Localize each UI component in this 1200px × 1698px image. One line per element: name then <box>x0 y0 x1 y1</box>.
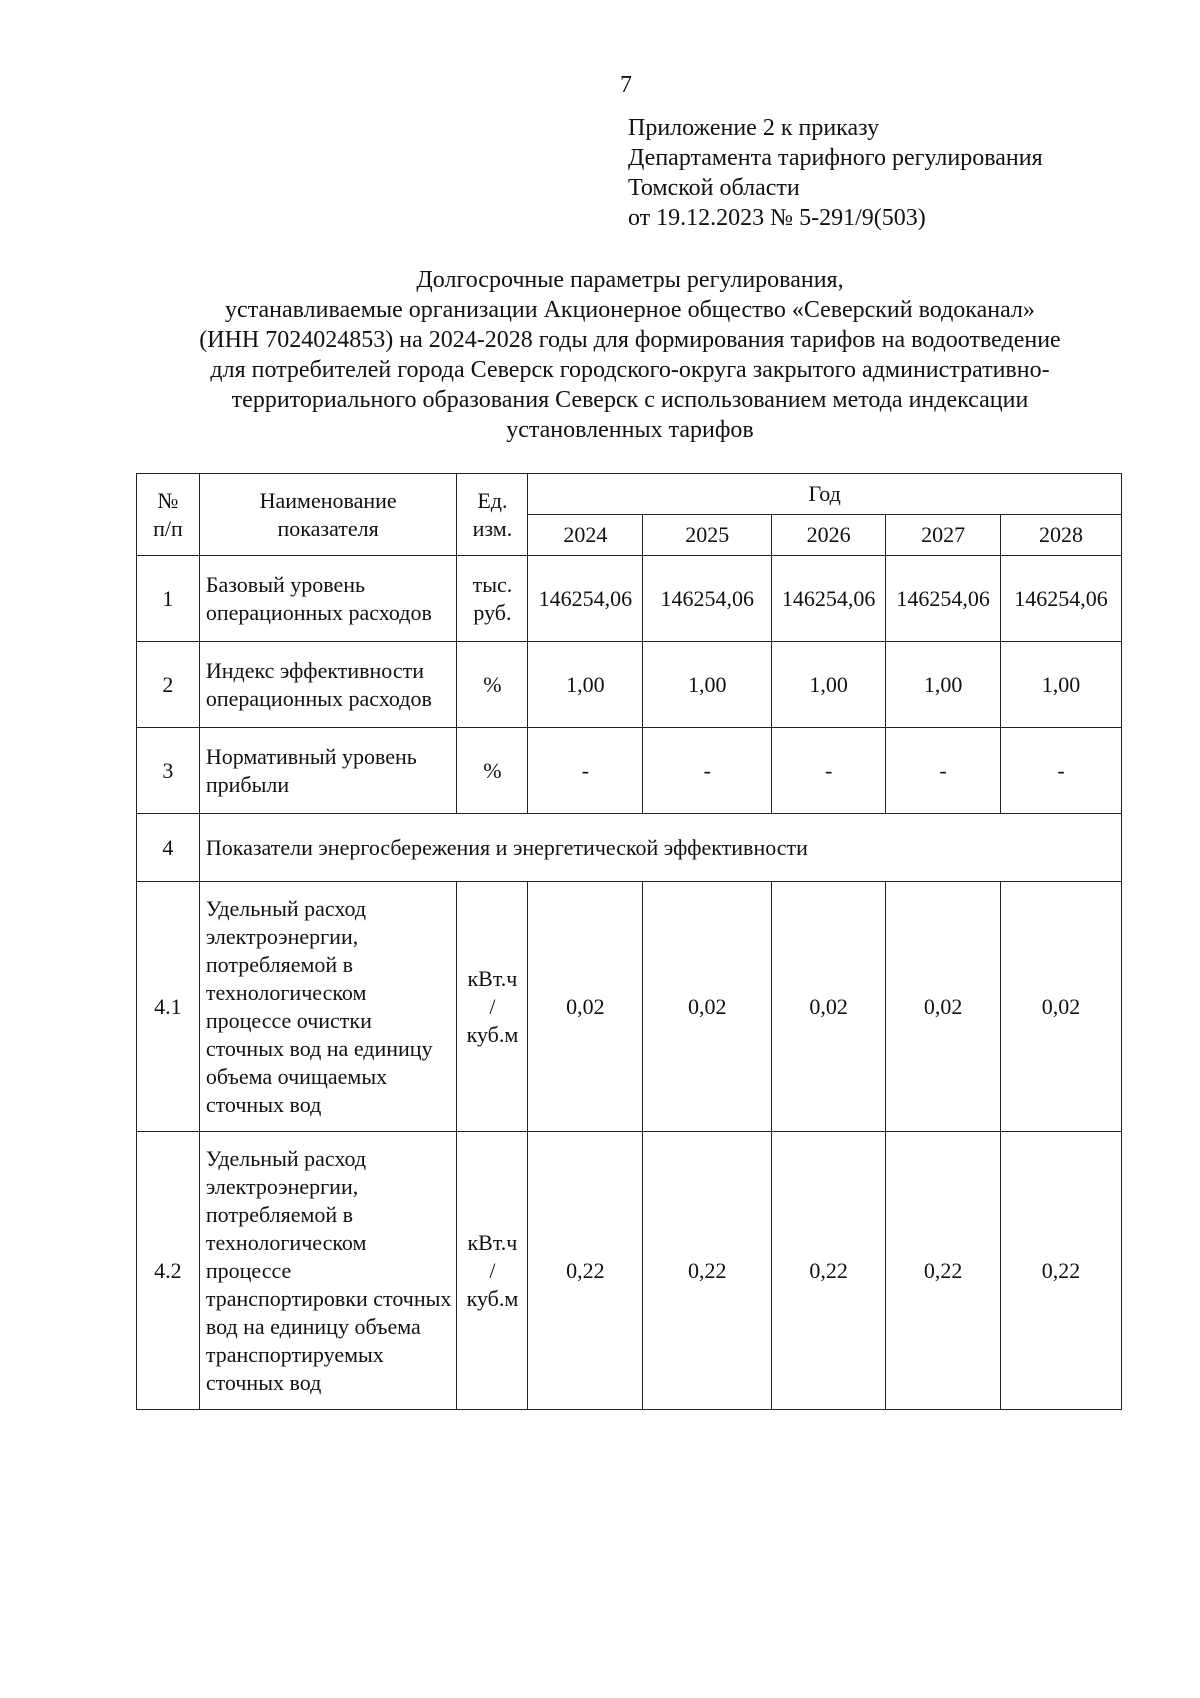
row-value: 1,00 <box>1001 642 1122 728</box>
section-title: Показатели энергосбережения и энергетической эффективности <box>199 814 1121 882</box>
row-number: 3 <box>137 728 200 814</box>
header-number <box>137 474 200 556</box>
row-value: 1,00 <box>643 642 772 728</box>
row-value: 146254,06 <box>643 556 772 642</box>
table-header-row <box>137 474 1122 515</box>
header-unit-line2: изм. <box>472 515 513 541</box>
row-value: 0,02 <box>528 882 643 1132</box>
row-value: 0,22 <box>886 1132 1001 1410</box>
row-value: - <box>772 728 886 814</box>
table-section-row <box>137 814 1122 882</box>
appendix-line: от 19.12.2023 № 5-291/9(503) <box>628 205 926 231</box>
unit-line: куб.м <box>466 1021 519 1047</box>
row-value: 146254,06 <box>772 556 886 642</box>
row-unit <box>457 882 528 1132</box>
header-unit-line1: Ед. <box>477 487 508 513</box>
unit-line: куб.м <box>466 1285 519 1311</box>
table-row <box>137 556 1122 642</box>
row-value: 1,00 <box>772 642 886 728</box>
row-value: - <box>886 728 1001 814</box>
appendix-line: Томской области <box>628 175 800 201</box>
title-line: Долгосрочные параметры регулирования, <box>416 267 844 293</box>
row-unit <box>457 1132 528 1410</box>
row-value: 0,22 <box>643 1132 772 1410</box>
title-line: территориального образования Северск с использованием метода индексации <box>231 387 1029 413</box>
row-value: 1,00 <box>886 642 1001 728</box>
appendix-line: Департамента тарифного регулирования <box>628 145 1043 171</box>
row-name: Нормативный уровень прибыли <box>199 728 457 814</box>
table-row <box>137 728 1122 814</box>
row-number: 4.1 <box>137 882 200 1132</box>
row-name: Удельный расход электроэнергии, потребляемой в технологическом процессе очистки сточных вод на единицу объема очищаемых сточных вод <box>199 882 457 1132</box>
page-number: 7 <box>620 72 632 98</box>
table-row <box>137 642 1122 728</box>
header-name-line1: Наименование <box>259 487 397 513</box>
appendix-line: Приложение 2 к приказу <box>628 115 880 141</box>
row-number: 2 <box>137 642 200 728</box>
row-name: Индекс эффективности операционных расходов <box>199 642 457 728</box>
row-name: Базовый уровень операционных расходов <box>199 556 457 642</box>
title-line: устанавливаемые организации Акционерное общество «Северский водоканал» <box>225 297 1035 323</box>
header-year: 2025 <box>643 515 772 556</box>
parameters-table <box>136 473 1122 1410</box>
row-unit <box>457 556 528 642</box>
header-number-line2: п/п <box>153 515 183 541</box>
row-value: - <box>1001 728 1122 814</box>
unit-line: руб. <box>473 599 512 625</box>
header-year: 2024 <box>528 515 643 556</box>
unit-line: кВт.ч <box>467 1229 518 1255</box>
row-value: 0,22 <box>528 1132 643 1410</box>
table-row <box>137 882 1122 1132</box>
table-row <box>137 1132 1122 1410</box>
header-name-line2: показателя <box>277 515 379 541</box>
row-value: 1,00 <box>528 642 643 728</box>
header-year: 2027 <box>886 515 1001 556</box>
unit-line: / <box>489 993 496 1019</box>
row-value: 0,02 <box>643 882 772 1132</box>
row-value: 146254,06 <box>886 556 1001 642</box>
header-number-line1: № <box>157 487 179 513</box>
row-value: 146254,06 <box>528 556 643 642</box>
header-year-group: Год <box>528 474 1122 515</box>
row-value: 0,02 <box>772 882 886 1132</box>
unit-line: кВт.ч <box>467 965 518 991</box>
row-value: 146254,06 <box>1001 556 1122 642</box>
unit-line: / <box>489 1257 496 1283</box>
row-unit: % <box>457 728 528 814</box>
row-value: - <box>528 728 643 814</box>
appendix-header <box>628 113 1043 233</box>
document-title <box>120 265 1140 445</box>
header-name <box>199 474 457 556</box>
title-line: установленных тарифов <box>506 417 754 443</box>
header-year: 2028 <box>1001 515 1122 556</box>
header-year: 2026 <box>772 515 886 556</box>
row-number: 1 <box>137 556 200 642</box>
row-value: - <box>643 728 772 814</box>
title-line: для потребителей города Северск городского-округа закрытого административно- <box>210 357 1050 383</box>
unit-line: тыс. <box>472 571 513 597</box>
title-line: (ИНН 7024024853) на 2024-2028 годы для формирования тарифов на водоотведение <box>199 327 1061 353</box>
row-value: 0,22 <box>1001 1132 1122 1410</box>
row-value: 0,02 <box>886 882 1001 1132</box>
row-number: 4 <box>137 814 200 882</box>
row-name: Удельный расход электроэнергии, потребляемой в технологическом процессе транспортировки сточных вод на единицу объема транспортируемых сточных вод <box>199 1132 457 1410</box>
row-value: 0,02 <box>1001 882 1122 1132</box>
row-unit: % <box>457 642 528 728</box>
row-value: 0,22 <box>772 1132 886 1410</box>
row-number: 4.2 <box>137 1132 200 1410</box>
header-unit <box>457 474 528 556</box>
